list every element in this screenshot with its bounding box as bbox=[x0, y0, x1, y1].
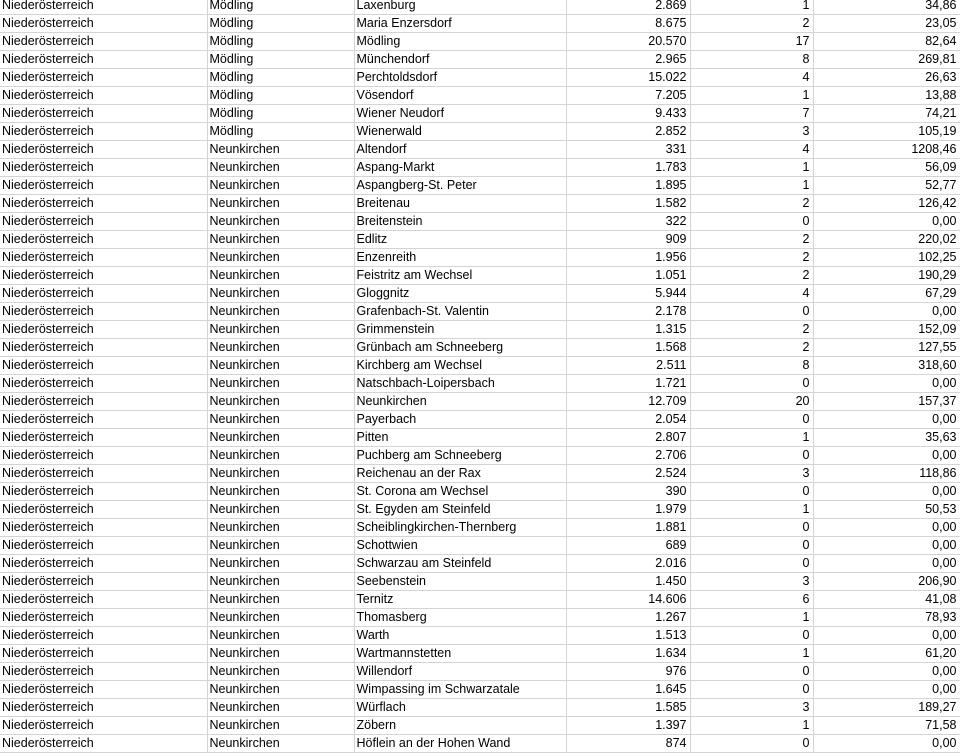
count-cell[interactable]: 4 bbox=[690, 285, 813, 303]
population-cell[interactable]: 1.881 bbox=[566, 519, 690, 537]
count-cell[interactable]: 0 bbox=[690, 537, 813, 555]
rate-cell[interactable]: 74,21 bbox=[813, 105, 960, 123]
table-row bbox=[0, 69, 960, 87]
municipality-cell[interactable]: Feistritz am Wechsel bbox=[354, 267, 566, 285]
state-cell[interactable]: Niederösterreich bbox=[0, 663, 207, 681]
table-row bbox=[0, 159, 960, 177]
table-row bbox=[0, 717, 960, 735]
state-cell[interactable]: Niederösterreich bbox=[0, 87, 207, 105]
state-cell[interactable]: Niederösterreich bbox=[0, 51, 207, 69]
rate-cell[interactable]: 190,29 bbox=[813, 267, 960, 285]
state-cell[interactable]: Niederösterreich bbox=[0, 609, 207, 627]
count-cell[interactable]: 1 bbox=[690, 177, 813, 195]
count-cell[interactable]: 0 bbox=[690, 555, 813, 573]
population-cell[interactable]: 1.315 bbox=[566, 321, 690, 339]
rate-cell[interactable]: 102,25 bbox=[813, 249, 960, 267]
table-row bbox=[0, 573, 960, 591]
population-cell[interactable]: 1.267 bbox=[566, 609, 690, 627]
rate-cell[interactable]: 0,00 bbox=[813, 375, 960, 393]
municipality-cell[interactable]: Gloggnitz bbox=[354, 285, 566, 303]
table-row bbox=[0, 303, 960, 321]
count-cell[interactable]: 0 bbox=[690, 411, 813, 429]
municipality-cell[interactable]: Grafenbach-St. Valentin bbox=[354, 303, 566, 321]
count-cell[interactable]: 8 bbox=[690, 357, 813, 375]
table-row bbox=[0, 735, 960, 753]
municipality-cell[interactable]: Willendorf bbox=[354, 663, 566, 681]
rate-cell[interactable]: 52,77 bbox=[813, 177, 960, 195]
count-cell[interactable]: 4 bbox=[690, 69, 813, 87]
table-row bbox=[0, 195, 960, 213]
rate-cell[interactable]: 127,55 bbox=[813, 339, 960, 357]
state-cell[interactable]: Niederösterreich bbox=[0, 105, 207, 123]
table-row bbox=[0, 483, 960, 501]
district-cell[interactable]: Neunkirchen bbox=[207, 213, 354, 231]
population-cell[interactable]: 1.397 bbox=[566, 717, 690, 735]
district-cell[interactable]: Neunkirchen bbox=[207, 303, 354, 321]
district-cell[interactable]: Neunkirchen bbox=[207, 627, 354, 645]
district-cell[interactable]: Neunkirchen bbox=[207, 177, 354, 195]
state-cell[interactable]: Niederösterreich bbox=[0, 285, 207, 303]
municipality-cell[interactable]: Reichenau an der Rax bbox=[354, 465, 566, 483]
population-cell[interactable]: 909 bbox=[566, 231, 690, 249]
population-cell[interactable]: 2.054 bbox=[566, 411, 690, 429]
municipality-cell[interactable]: St. Corona am Wechsel bbox=[354, 483, 566, 501]
district-cell[interactable]: Neunkirchen bbox=[207, 339, 354, 357]
municipality-cell[interactable]: Grünbach am Schneeberg bbox=[354, 339, 566, 357]
municipality-cell[interactable]: Neunkirchen bbox=[354, 393, 566, 411]
state-cell[interactable]: Niederösterreich bbox=[0, 213, 207, 231]
table-row bbox=[0, 663, 960, 681]
state-cell[interactable]: Niederösterreich bbox=[0, 735, 207, 753]
rate-cell[interactable]: 13,88 bbox=[813, 87, 960, 105]
district-cell[interactable]: Neunkirchen bbox=[207, 249, 354, 267]
table-row bbox=[0, 699, 960, 717]
municipality-cell[interactable]: Breitenstein bbox=[354, 213, 566, 231]
municipality-cell[interactable]: Breitenau bbox=[354, 195, 566, 213]
municipality-cell[interactable]: Thomasberg bbox=[354, 609, 566, 627]
state-cell[interactable]: Niederösterreich bbox=[0, 699, 207, 717]
rate-cell[interactable]: 105,19 bbox=[813, 123, 960, 141]
district-cell[interactable]: Neunkirchen bbox=[207, 429, 354, 447]
rate-cell[interactable]: 269,81 bbox=[813, 51, 960, 69]
table-row bbox=[0, 591, 960, 609]
municipality-cell[interactable]: Scheiblingkirchen-Thernberg bbox=[354, 519, 566, 537]
municipality-cell[interactable]: Altendorf bbox=[354, 141, 566, 159]
rate-cell[interactable]: 41,08 bbox=[813, 591, 960, 609]
state-cell[interactable]: Niederösterreich bbox=[0, 519, 207, 537]
rate-cell[interactable]: 126,42 bbox=[813, 195, 960, 213]
table-row bbox=[0, 15, 960, 33]
rate-cell[interactable]: 71,58 bbox=[813, 717, 960, 735]
rate-cell[interactable]: 23,05 bbox=[813, 15, 960, 33]
state-cell[interactable]: Niederösterreich bbox=[0, 411, 207, 429]
state-cell[interactable]: Niederösterreich bbox=[0, 33, 207, 51]
state-cell[interactable]: Niederösterreich bbox=[0, 447, 207, 465]
municipality-cell[interactable]: Pitten bbox=[354, 429, 566, 447]
district-cell[interactable]: Neunkirchen bbox=[207, 375, 354, 393]
state-cell[interactable]: Niederösterreich bbox=[0, 267, 207, 285]
state-cell[interactable]: Niederösterreich bbox=[0, 681, 207, 699]
rate-cell[interactable]: 0,00 bbox=[813, 555, 960, 573]
district-cell[interactable]: Mödling bbox=[207, 15, 354, 33]
rate-cell[interactable]: 82,64 bbox=[813, 33, 960, 51]
count-cell[interactable]: 17 bbox=[690, 33, 813, 51]
population-cell[interactable]: 2.706 bbox=[566, 447, 690, 465]
count-cell[interactable]: 0 bbox=[690, 681, 813, 699]
municipality-cell[interactable]: Wienerwald bbox=[354, 123, 566, 141]
municipality-cell[interactable]: Vösendorf bbox=[354, 87, 566, 105]
rate-cell[interactable]: 0,00 bbox=[813, 447, 960, 465]
district-cell[interactable]: Neunkirchen bbox=[207, 573, 354, 591]
district-cell[interactable]: Neunkirchen bbox=[207, 699, 354, 717]
rate-cell[interactable]: 0,00 bbox=[813, 303, 960, 321]
state-cell[interactable]: Niederösterreich bbox=[0, 393, 207, 411]
district-cell[interactable]: Mödling bbox=[207, 69, 354, 87]
population-cell[interactable]: 1.956 bbox=[566, 249, 690, 267]
population-cell[interactable]: 1.513 bbox=[566, 627, 690, 645]
population-cell[interactable]: 1.645 bbox=[566, 681, 690, 699]
count-cell[interactable]: 1 bbox=[690, 0, 813, 15]
count-cell[interactable]: 2 bbox=[690, 231, 813, 249]
count-cell[interactable]: 0 bbox=[690, 303, 813, 321]
count-cell[interactable]: 1 bbox=[690, 501, 813, 519]
district-cell[interactable]: Mödling bbox=[207, 123, 354, 141]
municipality-cell[interactable]: Natschbach-Loipersbach bbox=[354, 375, 566, 393]
state-cell[interactable]: Niederösterreich bbox=[0, 339, 207, 357]
table-row bbox=[0, 87, 960, 105]
municipality-cell[interactable]: Laxenburg bbox=[354, 0, 566, 15]
count-cell[interactable]: 8 bbox=[690, 51, 813, 69]
district-cell[interactable]: Neunkirchen bbox=[207, 195, 354, 213]
population-cell[interactable]: 874 bbox=[566, 735, 690, 753]
district-cell[interactable]: Neunkirchen bbox=[207, 537, 354, 555]
district-cell[interactable]: Neunkirchen bbox=[207, 645, 354, 663]
rate-cell[interactable]: 0,00 bbox=[813, 663, 960, 681]
table-row bbox=[0, 609, 960, 627]
count-cell[interactable]: 4 bbox=[690, 141, 813, 159]
population-cell[interactable]: 2.807 bbox=[566, 429, 690, 447]
count-cell[interactable]: 2 bbox=[690, 339, 813, 357]
district-cell[interactable]: Neunkirchen bbox=[207, 555, 354, 573]
count-cell[interactable]: 0 bbox=[690, 519, 813, 537]
count-cell[interactable]: 1 bbox=[690, 609, 813, 627]
state-cell[interactable]: Niederösterreich bbox=[0, 627, 207, 645]
municipality-cell[interactable]: Schottwien bbox=[354, 537, 566, 555]
count-cell[interactable]: 2 bbox=[690, 15, 813, 33]
population-cell[interactable]: 14.606 bbox=[566, 591, 690, 609]
state-cell[interactable]: Niederösterreich bbox=[0, 465, 207, 483]
district-cell[interactable]: Neunkirchen bbox=[207, 735, 354, 753]
rate-cell[interactable]: 0,00 bbox=[813, 735, 960, 753]
municipality-cell[interactable]: Wartmannstetten bbox=[354, 645, 566, 663]
table-row bbox=[0, 213, 960, 231]
table-row bbox=[0, 465, 960, 483]
state-cell[interactable]: Niederösterreich bbox=[0, 375, 207, 393]
table-row bbox=[0, 0, 960, 15]
population-cell[interactable]: 1.634 bbox=[566, 645, 690, 663]
population-cell[interactable]: 2.016 bbox=[566, 555, 690, 573]
table-row bbox=[0, 231, 960, 249]
table-row bbox=[0, 681, 960, 699]
population-cell[interactable]: 2.524 bbox=[566, 465, 690, 483]
count-cell[interactable]: 0 bbox=[690, 447, 813, 465]
table-row bbox=[0, 357, 960, 375]
district-cell[interactable]: Neunkirchen bbox=[207, 519, 354, 537]
municipality-cell[interactable]: Münchendorf bbox=[354, 51, 566, 69]
table-row bbox=[0, 285, 960, 303]
rate-cell[interactable]: 0,00 bbox=[813, 627, 960, 645]
district-cell[interactable]: Mödling bbox=[207, 87, 354, 105]
state-cell[interactable]: Niederösterreich bbox=[0, 573, 207, 591]
table-row bbox=[0, 249, 960, 267]
rate-cell[interactable]: 220,02 bbox=[813, 231, 960, 249]
municipality-cell[interactable]: Höflein an der Hohen Wand bbox=[354, 735, 566, 753]
district-cell[interactable]: Mödling bbox=[207, 33, 354, 51]
municipality-cell[interactable]: Perchtoldsdorf bbox=[354, 69, 566, 87]
municipality-cell[interactable]: Wimpassing im Schwarzatale bbox=[354, 681, 566, 699]
district-cell[interactable]: Neunkirchen bbox=[207, 465, 354, 483]
rate-cell[interactable]: 1208,46 bbox=[813, 141, 960, 159]
table-row bbox=[0, 519, 960, 537]
count-cell[interactable]: 1 bbox=[690, 87, 813, 105]
count-cell[interactable]: 1 bbox=[690, 159, 813, 177]
municipality-cell[interactable]: Edlitz bbox=[354, 231, 566, 249]
table-row bbox=[0, 339, 960, 357]
population-cell[interactable]: 1.582 bbox=[566, 195, 690, 213]
population-cell[interactable]: 12.709 bbox=[566, 393, 690, 411]
state-cell[interactable]: Niederösterreich bbox=[0, 0, 207, 15]
count-cell[interactable]: 2 bbox=[690, 267, 813, 285]
count-cell[interactable]: 3 bbox=[690, 123, 813, 141]
count-cell[interactable]: 0 bbox=[690, 213, 813, 231]
rate-cell[interactable]: 78,93 bbox=[813, 609, 960, 627]
rate-cell[interactable]: 0,00 bbox=[813, 519, 960, 537]
population-cell[interactable]: 2.511 bbox=[566, 357, 690, 375]
district-cell[interactable]: Neunkirchen bbox=[207, 591, 354, 609]
state-cell[interactable]: Niederösterreich bbox=[0, 501, 207, 519]
table-row bbox=[0, 33, 960, 51]
count-cell[interactable]: 2 bbox=[690, 195, 813, 213]
count-cell[interactable]: 1 bbox=[690, 717, 813, 735]
municipality-cell[interactable]: Aspang-Markt bbox=[354, 159, 566, 177]
rate-cell[interactable]: 189,27 bbox=[813, 699, 960, 717]
state-cell[interactable]: Niederösterreich bbox=[0, 15, 207, 33]
population-cell[interactable]: 8.675 bbox=[566, 15, 690, 33]
rate-cell[interactable]: 35,63 bbox=[813, 429, 960, 447]
district-cell[interactable]: Neunkirchen bbox=[207, 141, 354, 159]
municipality-cell[interactable]: Enzenreith bbox=[354, 249, 566, 267]
table-row bbox=[0, 645, 960, 663]
population-cell[interactable]: 2.869 bbox=[566, 0, 690, 15]
municipality-cell[interactable]: Mödling bbox=[354, 33, 566, 51]
count-cell[interactable]: 20 bbox=[690, 393, 813, 411]
population-cell[interactable]: 2.965 bbox=[566, 51, 690, 69]
count-cell[interactable]: 7 bbox=[690, 105, 813, 123]
state-cell[interactable]: Niederösterreich bbox=[0, 69, 207, 87]
district-cell[interactable]: Neunkirchen bbox=[207, 717, 354, 735]
municipality-cell[interactable]: Puchberg am Schneeberg bbox=[354, 447, 566, 465]
state-cell[interactable]: Niederösterreich bbox=[0, 141, 207, 159]
state-cell[interactable]: Niederösterreich bbox=[0, 195, 207, 213]
rate-cell[interactable]: 152,09 bbox=[813, 321, 960, 339]
count-cell[interactable]: 6 bbox=[690, 591, 813, 609]
district-cell[interactable]: Neunkirchen bbox=[207, 411, 354, 429]
district-cell[interactable]: Mödling bbox=[207, 0, 354, 15]
district-cell[interactable]: Neunkirchen bbox=[207, 231, 354, 249]
population-cell[interactable]: 1.450 bbox=[566, 573, 690, 591]
population-cell[interactable]: 976 bbox=[566, 663, 690, 681]
municipality-cell[interactable]: Seebenstein bbox=[354, 573, 566, 591]
district-cell[interactable]: Neunkirchen bbox=[207, 501, 354, 519]
rate-cell[interactable]: 0,00 bbox=[813, 411, 960, 429]
table-row bbox=[0, 321, 960, 339]
municipality-cell[interactable]: Zöbern bbox=[354, 717, 566, 735]
rate-cell[interactable]: 26,63 bbox=[813, 69, 960, 87]
district-cell[interactable]: Neunkirchen bbox=[207, 609, 354, 627]
rate-cell[interactable]: 61,20 bbox=[813, 645, 960, 663]
table-row bbox=[0, 555, 960, 573]
municipality-cell[interactable]: Schwarzau am Steinfeld bbox=[354, 555, 566, 573]
table-row bbox=[0, 375, 960, 393]
rate-cell[interactable]: 206,90 bbox=[813, 573, 960, 591]
population-cell[interactable]: 9.433 bbox=[566, 105, 690, 123]
state-cell[interactable]: Niederösterreich bbox=[0, 303, 207, 321]
rate-cell[interactable]: 0,00 bbox=[813, 213, 960, 231]
municipality-cell[interactable]: Warth bbox=[354, 627, 566, 645]
state-cell[interactable]: Niederösterreich bbox=[0, 717, 207, 735]
rate-cell[interactable]: 157,37 bbox=[813, 393, 960, 411]
count-cell[interactable]: 0 bbox=[690, 663, 813, 681]
municipality-cell[interactable]: Würflach bbox=[354, 699, 566, 717]
population-cell[interactable]: 1.979 bbox=[566, 501, 690, 519]
state-cell[interactable]: Niederösterreich bbox=[0, 123, 207, 141]
municipality-cell[interactable]: Grimmenstein bbox=[354, 321, 566, 339]
table-row bbox=[0, 267, 960, 285]
state-cell[interactable]: Niederösterreich bbox=[0, 645, 207, 663]
district-cell[interactable]: Neunkirchen bbox=[207, 285, 354, 303]
rate-cell[interactable]: 56,09 bbox=[813, 159, 960, 177]
count-cell[interactable]: 0 bbox=[690, 483, 813, 501]
rate-cell[interactable]: 50,53 bbox=[813, 501, 960, 519]
count-cell[interactable]: 3 bbox=[690, 573, 813, 591]
state-cell[interactable]: Niederösterreich bbox=[0, 357, 207, 375]
district-cell[interactable]: Neunkirchen bbox=[207, 483, 354, 501]
municipality-cell[interactable]: Payerbach bbox=[354, 411, 566, 429]
district-cell[interactable]: Neunkirchen bbox=[207, 321, 354, 339]
district-cell[interactable]: Neunkirchen bbox=[207, 393, 354, 411]
state-cell[interactable]: Niederösterreich bbox=[0, 249, 207, 267]
population-cell[interactable]: 1.051 bbox=[566, 267, 690, 285]
population-cell[interactable]: 1.721 bbox=[566, 375, 690, 393]
district-cell[interactable]: Neunkirchen bbox=[207, 447, 354, 465]
population-cell[interactable]: 1.895 bbox=[566, 177, 690, 195]
count-cell[interactable]: 2 bbox=[690, 321, 813, 339]
table-row bbox=[0, 501, 960, 519]
population-cell[interactable]: 7.205 bbox=[566, 87, 690, 105]
count-cell[interactable]: 0 bbox=[690, 627, 813, 645]
table-row bbox=[0, 177, 960, 195]
state-cell[interactable]: Niederösterreich bbox=[0, 159, 207, 177]
count-cell[interactable]: 3 bbox=[690, 465, 813, 483]
rate-cell[interactable]: 0,00 bbox=[813, 483, 960, 501]
population-cell[interactable]: 2.178 bbox=[566, 303, 690, 321]
count-cell[interactable]: 0 bbox=[690, 375, 813, 393]
state-cell[interactable]: Niederösterreich bbox=[0, 177, 207, 195]
rate-cell[interactable]: 0,00 bbox=[813, 537, 960, 555]
rate-cell[interactable]: 118,86 bbox=[813, 465, 960, 483]
rate-cell[interactable]: 67,29 bbox=[813, 285, 960, 303]
count-cell[interactable]: 0 bbox=[690, 735, 813, 753]
table-row bbox=[0, 141, 960, 159]
count-cell[interactable]: 1 bbox=[690, 645, 813, 663]
population-cell[interactable]: 331 bbox=[566, 141, 690, 159]
population-cell[interactable]: 2.852 bbox=[566, 123, 690, 141]
rate-cell[interactable]: 318,60 bbox=[813, 357, 960, 375]
state-cell[interactable]: Niederösterreich bbox=[0, 537, 207, 555]
count-cell[interactable]: 3 bbox=[690, 699, 813, 717]
district-cell[interactable]: Neunkirchen bbox=[207, 267, 354, 285]
population-cell[interactable]: 1.585 bbox=[566, 699, 690, 717]
district-cell[interactable]: Mödling bbox=[207, 51, 354, 69]
state-cell[interactable]: Niederösterreich bbox=[0, 321, 207, 339]
table-row bbox=[0, 411, 960, 429]
population-cell[interactable]: 15.022 bbox=[566, 69, 690, 87]
population-cell[interactable]: 390 bbox=[566, 483, 690, 501]
rate-cell[interactable]: 34,86 bbox=[813, 0, 960, 15]
district-cell[interactable]: Neunkirchen bbox=[207, 357, 354, 375]
table-row bbox=[0, 537, 960, 555]
table-row bbox=[0, 627, 960, 645]
table-row bbox=[0, 51, 960, 69]
district-cell[interactable]: Neunkirchen bbox=[207, 159, 354, 177]
population-cell[interactable]: 322 bbox=[566, 213, 690, 231]
population-cell[interactable]: 689 bbox=[566, 537, 690, 555]
count-cell[interactable]: 2 bbox=[690, 249, 813, 267]
municipality-cell[interactable]: Ternitz bbox=[354, 591, 566, 609]
municipality-cell[interactable]: Aspangberg-St. Peter bbox=[354, 177, 566, 195]
population-cell[interactable]: 1.783 bbox=[566, 159, 690, 177]
table-row bbox=[0, 123, 960, 141]
rate-cell[interactable]: 0,00 bbox=[813, 681, 960, 699]
state-cell[interactable]: Niederösterreich bbox=[0, 591, 207, 609]
district-cell[interactable]: Neunkirchen bbox=[207, 681, 354, 699]
municipality-cell[interactable]: Wiener Neudorf bbox=[354, 105, 566, 123]
district-cell[interactable]: Mödling bbox=[207, 105, 354, 123]
table-row bbox=[0, 447, 960, 465]
state-cell[interactable]: Niederösterreich bbox=[0, 429, 207, 447]
state-cell[interactable]: Niederösterreich bbox=[0, 231, 207, 249]
population-cell[interactable]: 5.944 bbox=[566, 285, 690, 303]
count-cell[interactable]: 1 bbox=[690, 429, 813, 447]
table-row bbox=[0, 393, 960, 411]
municipality-cell[interactable]: Kirchberg am Wechsel bbox=[354, 357, 566, 375]
population-cell[interactable]: 1.568 bbox=[566, 339, 690, 357]
state-cell[interactable]: Niederösterreich bbox=[0, 483, 207, 501]
table-row bbox=[0, 105, 960, 123]
district-cell[interactable]: Neunkirchen bbox=[207, 663, 354, 681]
state-cell[interactable]: Niederösterreich bbox=[0, 555, 207, 573]
municipality-cell[interactable]: Maria Enzersdorf bbox=[354, 15, 566, 33]
population-cell[interactable]: 20.570 bbox=[566, 33, 690, 51]
table-row bbox=[0, 429, 960, 447]
municipality-cell[interactable]: St. Egyden am Steinfeld bbox=[354, 501, 566, 519]
